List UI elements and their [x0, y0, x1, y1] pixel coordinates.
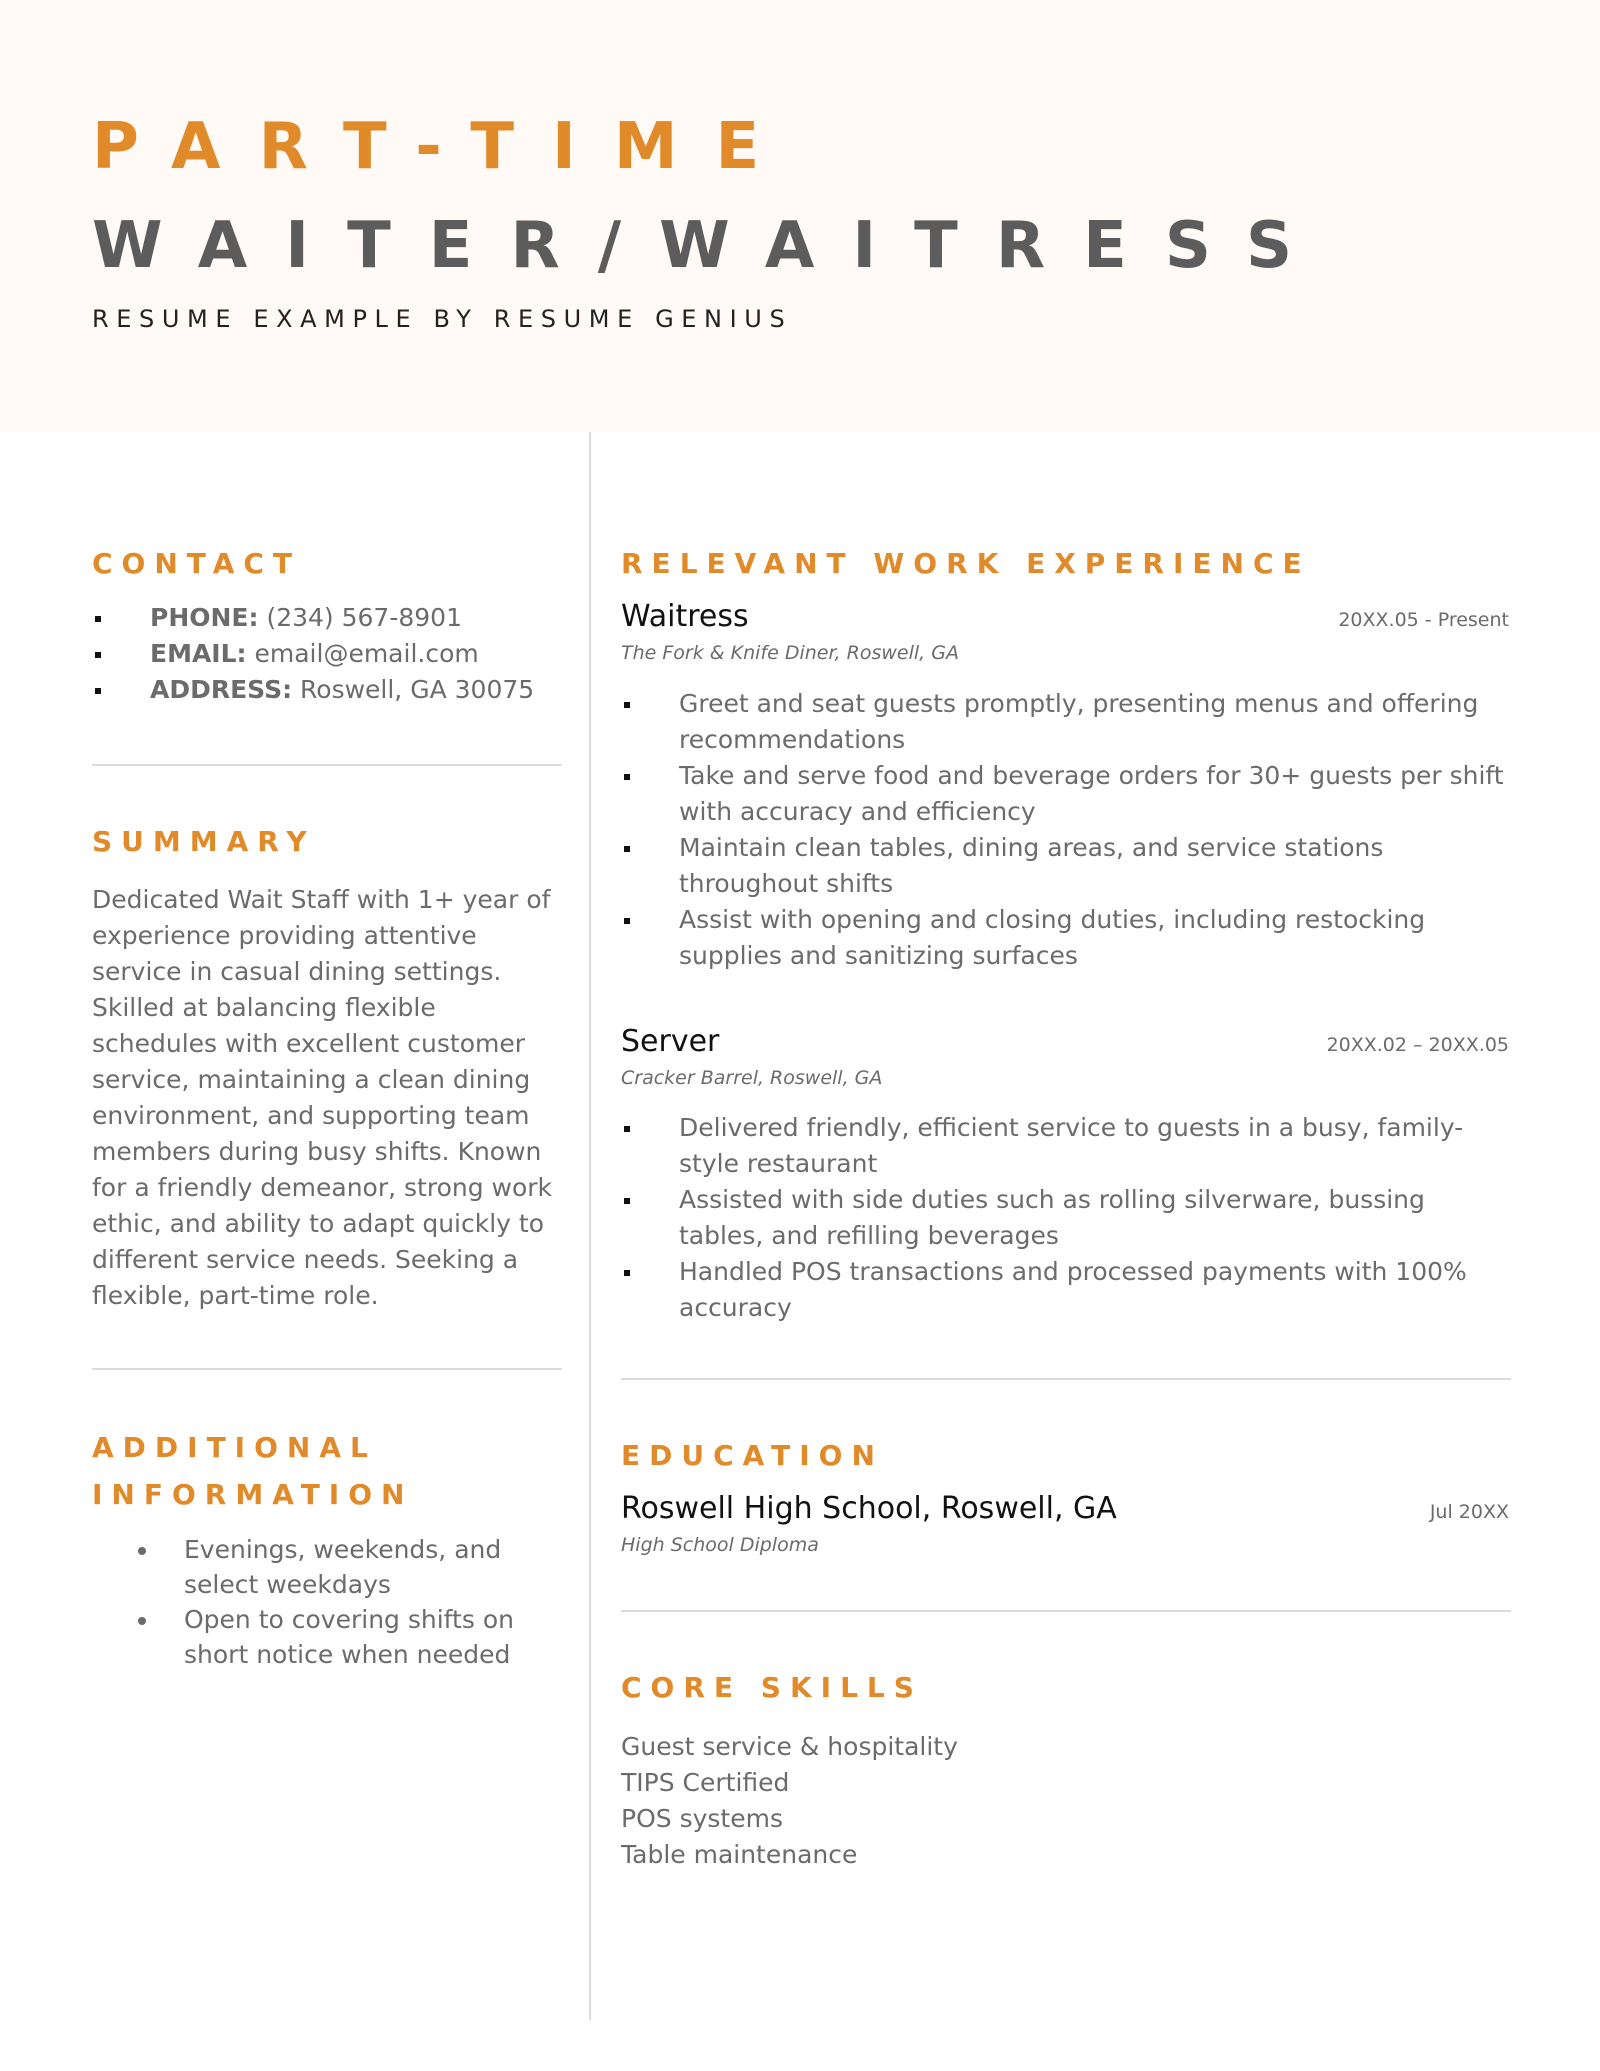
- contact-section: [92, 540, 562, 708]
- list-item: Delivered friendly, efficient service to guests in a busy, family-style restaurant: [621, 1110, 1511, 1182]
- job-header: [621, 599, 1511, 635]
- contact-list: [92, 600, 562, 708]
- job-dates: 20XX.05 - Present: [1338, 609, 1509, 631]
- additional-heading: ADDITIONAL INFORMATION: [92, 1431, 414, 1511]
- education-heading: EDUCATION: [621, 1439, 884, 1473]
- job-title: Waitress: [621, 599, 749, 634]
- right-column: [621, 540, 1511, 1873]
- list-item: Assisted with side duties such as rolling silverware, bussing tables, and refilling beverages: [621, 1182, 1511, 1254]
- school-name: Roswell High School, Roswell, GA: [621, 1491, 1117, 1527]
- degree: High School Diploma: [621, 1534, 819, 1557]
- experience-heading: RELEVANT WORK EXPERIENCE: [621, 547, 1311, 580]
- email-label: EMAIL:: [150, 639, 247, 668]
- skills-heading: CORE SKILLS: [621, 1671, 923, 1705]
- skill-item: Table maintenance: [621, 1840, 858, 1870]
- job-company: Cracker Barrel, Roswell, GA: [621, 1066, 883, 1089]
- phone-value: (234) 567-8901: [258, 603, 462, 632]
- divider: [621, 1610, 1511, 1612]
- job-title: Server: [621, 1023, 720, 1059]
- list-item: Assist with opening and closing duties, including restocking supplies and sanitizing surfaces: [621, 902, 1511, 974]
- list-item: Maintain clean tables, dining areas, and service stations throughout shifts: [621, 830, 1511, 902]
- list-item: Handled POS transactions and processed payments with 100% accuracy: [621, 1254, 1511, 1326]
- address-value: Roswell, GA 30075: [292, 675, 535, 704]
- email-value: email@email.com: [246, 639, 479, 668]
- education-section: [621, 1432, 1511, 1558]
- subtitle: RESUME EXAMPLE BY RESUME GENIUS: [92, 305, 793, 333]
- divider: [621, 1378, 1511, 1380]
- skills-section: [621, 1664, 1511, 1873]
- education-header: [621, 1491, 1511, 1527]
- job-bullets: [621, 686, 1511, 974]
- skill-item: POS systems: [621, 1804, 783, 1834]
- list-item: Greet and seat guests promptly, presenting menus and offering recommendations: [621, 686, 1511, 758]
- skill-item: TIPS Certified: [621, 1768, 790, 1798]
- address-label: ADDRESS:: [150, 675, 293, 704]
- header-banner: [0, 0, 1600, 432]
- job-bullets: [621, 1110, 1511, 1326]
- contact-heading: CONTACT: [92, 547, 302, 580]
- title-line-1: PART-TIME: [92, 110, 798, 184]
- divider: [92, 764, 562, 766]
- additional-list: [138, 1532, 562, 1672]
- title-line-2: WAITER/WAITRESS: [92, 209, 1331, 283]
- contact-email: [92, 636, 562, 672]
- list-item: Evenings, weekends, and select weekdays: [138, 1532, 562, 1602]
- list-item: Open to covering shifts on short notice when needed: [138, 1602, 562, 1672]
- graduation-date: Jul 20XX: [1429, 1501, 1509, 1524]
- divider: [92, 1368, 562, 1370]
- job-header: [621, 1024, 1511, 1060]
- additional-section: [92, 1424, 562, 1672]
- job-entry: [621, 599, 1511, 974]
- summary-section: [92, 818, 562, 1314]
- column-divider: [589, 432, 591, 2020]
- job-company: The Fork & Knife Diner, Roswell, GA: [621, 642, 959, 664]
- contact-address: [92, 672, 562, 708]
- skill-item: Guest service & hospitality: [621, 1732, 958, 1762]
- skills-list: [621, 1729, 1511, 1873]
- experience-section: [621, 540, 1511, 1326]
- phone-label: PHONE:: [150, 603, 259, 632]
- summary-text: Dedicated Wait Staff with 1+ year of experience providing attentive service in casual dining settings. Skilled at balancing flexible schedules with excellent customer service, maintaining a clean dining environment, and supporting team members during busy shifts. Known for a friendly demeanor, strong work ethic, and ability to adapt quickly to different service needs. Seeking a flexible, part-time role.: [92, 885, 553, 1310]
- list-item: Take and serve food and beverage orders for 30+ guests per shift with accuracy and efficiency: [621, 758, 1511, 830]
- left-column: [92, 540, 562, 1672]
- job-dates: 20XX.02 – 20XX.05: [1326, 1033, 1509, 1056]
- contact-phone: [92, 600, 562, 636]
- job-entry: [621, 1024, 1511, 1327]
- summary-heading: SUMMARY: [92, 825, 316, 858]
